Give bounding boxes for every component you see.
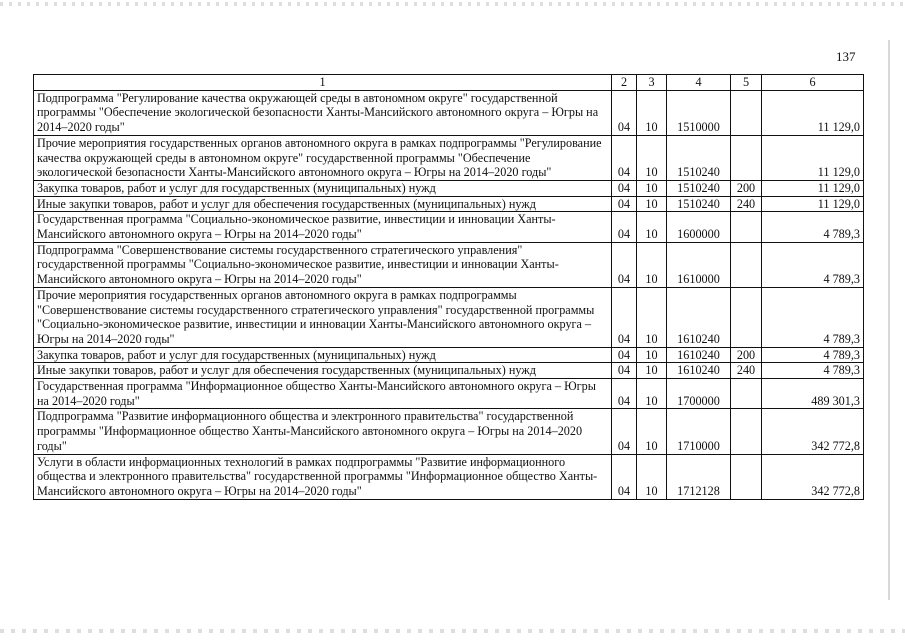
amount: 342 772,8 bbox=[762, 454, 864, 499]
scan-edge-right bbox=[888, 40, 890, 600]
expense-type-code: 200 bbox=[731, 180, 762, 196]
table-row bbox=[34, 135, 864, 180]
amount: 11 129,0 bbox=[762, 180, 864, 196]
table-row bbox=[34, 409, 864, 454]
header-row bbox=[34, 75, 864, 91]
table-row bbox=[34, 180, 864, 196]
row-name: Закупка товаров, работ и услуг для государственных (муниципальных) нужд bbox=[34, 347, 612, 363]
expense-type-code: 200 bbox=[731, 347, 762, 363]
expense-type-code bbox=[731, 409, 762, 454]
amount: 11 129,0 bbox=[762, 135, 864, 180]
row-name: Иные закупки товаров, работ и услуг для обеспечения государственных (муниципальных) нужд bbox=[34, 363, 612, 379]
row-name: Закупка товаров, работ и услуг для государственных (муниципальных) нужд bbox=[34, 180, 612, 196]
header-col-6: 6 bbox=[762, 75, 864, 91]
target-code: 1600000 bbox=[667, 212, 731, 242]
row-name: Подпрограмма "Совершенствование системы государственного стратегического управления" государственной программы "Социально-экономическое развитие, инвестиции и инновации Ханты-Мансийского автономного округа – Югры на 2014–2020 годы" bbox=[34, 242, 612, 287]
subsection-code: 10 bbox=[637, 409, 667, 454]
section-code: 04 bbox=[612, 379, 637, 409]
target-code: 1610240 bbox=[667, 363, 731, 379]
amount: 4 789,3 bbox=[762, 212, 864, 242]
header-col-4: 4 bbox=[667, 75, 731, 91]
subsection-code: 10 bbox=[637, 180, 667, 196]
section-code: 04 bbox=[612, 454, 637, 499]
section-code: 04 bbox=[612, 242, 637, 287]
row-name: Государственная программа "Социально-экономическое развитие, инвестиции и инновации Ханты-Мансийского автономного округа – Югры на 2014–2020 годы" bbox=[34, 212, 612, 242]
target-code: 1510240 bbox=[667, 135, 731, 180]
row-name: Подпрограмма "Регулирование качества окружающей среды в автономном округе" государственной программы "Обеспечение экологической безопасности Ханты-Мансийского автономного округа – Югры на 2014–2020 годы" bbox=[34, 90, 612, 135]
target-code: 1610240 bbox=[667, 347, 731, 363]
section-code: 04 bbox=[612, 90, 637, 135]
section-code: 04 bbox=[612, 347, 637, 363]
row-name: Прочие мероприятия государственных органов автономного округа в рамках подпрограммы "Совершенствование системы государственного стратегического управления" государственной программы "Социально-экономическое развитие, инвестиции и инновации Ханты-Мансийского автономного округа – Югры на 2014–2020 годы" bbox=[34, 287, 612, 347]
expense-type-code bbox=[731, 90, 762, 135]
row-name: Иные закупки товаров, работ и услуг для обеспечения государственных (муниципальных) нужд bbox=[34, 196, 612, 212]
target-code: 1712128 bbox=[667, 454, 731, 499]
row-name: Прочие мероприятия государственных органов автономного округа в рамках подпрограммы "Регулирование качества окружающей среды в автономном округе" государственной программы "Обеспечение экологической безопасности Ханты-Мансийского автономного округа – Югры на 2014–2020 годы" bbox=[34, 135, 612, 180]
target-code: 1610000 bbox=[667, 242, 731, 287]
subsection-code: 10 bbox=[637, 363, 667, 379]
section-code: 04 bbox=[612, 363, 637, 379]
target-code: 1510240 bbox=[667, 196, 731, 212]
subsection-code: 10 bbox=[637, 90, 667, 135]
amount: 4 789,3 bbox=[762, 347, 864, 363]
subsection-code: 10 bbox=[637, 287, 667, 347]
row-name: Услуги в области информационных технологий в рамках подпрограммы "Развитие информационного общества и электронного правительства" государственной программы "Информационное общество Ханты-Мансийского автономного округа – Югры на 2014–2020 годы" bbox=[34, 454, 612, 499]
page-number: 137 bbox=[836, 49, 856, 64]
scan-edge-top bbox=[0, 2, 905, 6]
header-col-2: 2 bbox=[612, 75, 637, 91]
table-row bbox=[34, 287, 864, 347]
amount: 4 789,3 bbox=[762, 363, 864, 379]
amount: 342 772,8 bbox=[762, 409, 864, 454]
expense-type-code bbox=[731, 379, 762, 409]
target-code: 1510240 bbox=[667, 180, 731, 196]
row-name: Подпрограмма "Развитие информационного общества и электронного правительства" государственной программы "Информационное общество Ханты-Мансийского автономного округа – Югры на 2014–2020 годы" bbox=[34, 409, 612, 454]
expense-type-code bbox=[731, 454, 762, 499]
header-col-1: 1 bbox=[34, 75, 612, 91]
target-code: 1510000 bbox=[667, 90, 731, 135]
section-code: 04 bbox=[612, 196, 637, 212]
expense-type-code bbox=[731, 135, 762, 180]
expense-type-code bbox=[731, 242, 762, 287]
amount: 11 129,0 bbox=[762, 196, 864, 212]
subsection-code: 10 bbox=[637, 196, 667, 212]
subsection-code: 10 bbox=[637, 347, 667, 363]
subsection-code: 10 bbox=[637, 212, 667, 242]
table-row bbox=[34, 212, 864, 242]
header-col-3: 3 bbox=[637, 75, 667, 91]
header-col-5: 5 bbox=[731, 75, 762, 91]
section-code: 04 bbox=[612, 135, 637, 180]
subsection-code: 10 bbox=[637, 454, 667, 499]
section-code: 04 bbox=[612, 287, 637, 347]
amount: 4 789,3 bbox=[762, 287, 864, 347]
subsection-code: 10 bbox=[637, 379, 667, 409]
section-code: 04 bbox=[612, 409, 637, 454]
expense-type-code bbox=[731, 212, 762, 242]
target-code: 1610240 bbox=[667, 287, 731, 347]
subsection-code: 10 bbox=[637, 242, 667, 287]
expense-type-code bbox=[731, 287, 762, 347]
expense-type-code: 240 bbox=[731, 196, 762, 212]
table-row bbox=[34, 347, 864, 363]
table-row bbox=[34, 196, 864, 212]
table-row bbox=[34, 454, 864, 499]
table-row bbox=[34, 242, 864, 287]
section-code: 04 bbox=[612, 180, 637, 196]
scan-edge-bottom bbox=[0, 629, 905, 633]
target-code: 1710000 bbox=[667, 409, 731, 454]
budget-table bbox=[33, 74, 864, 500]
amount: 4 789,3 bbox=[762, 242, 864, 287]
amount: 11 129,0 bbox=[762, 90, 864, 135]
table-row bbox=[34, 379, 864, 409]
subsection-code: 10 bbox=[637, 135, 667, 180]
expense-type-code: 240 bbox=[731, 363, 762, 379]
row-name: Государственная программа "Информационное общество Ханты-Мансийского автономного округа – Югры на 2014–2020 годы" bbox=[34, 379, 612, 409]
target-code: 1700000 bbox=[667, 379, 731, 409]
table-row bbox=[34, 90, 864, 135]
amount: 489 301,3 bbox=[762, 379, 864, 409]
section-code: 04 bbox=[612, 212, 637, 242]
table-row bbox=[34, 363, 864, 379]
